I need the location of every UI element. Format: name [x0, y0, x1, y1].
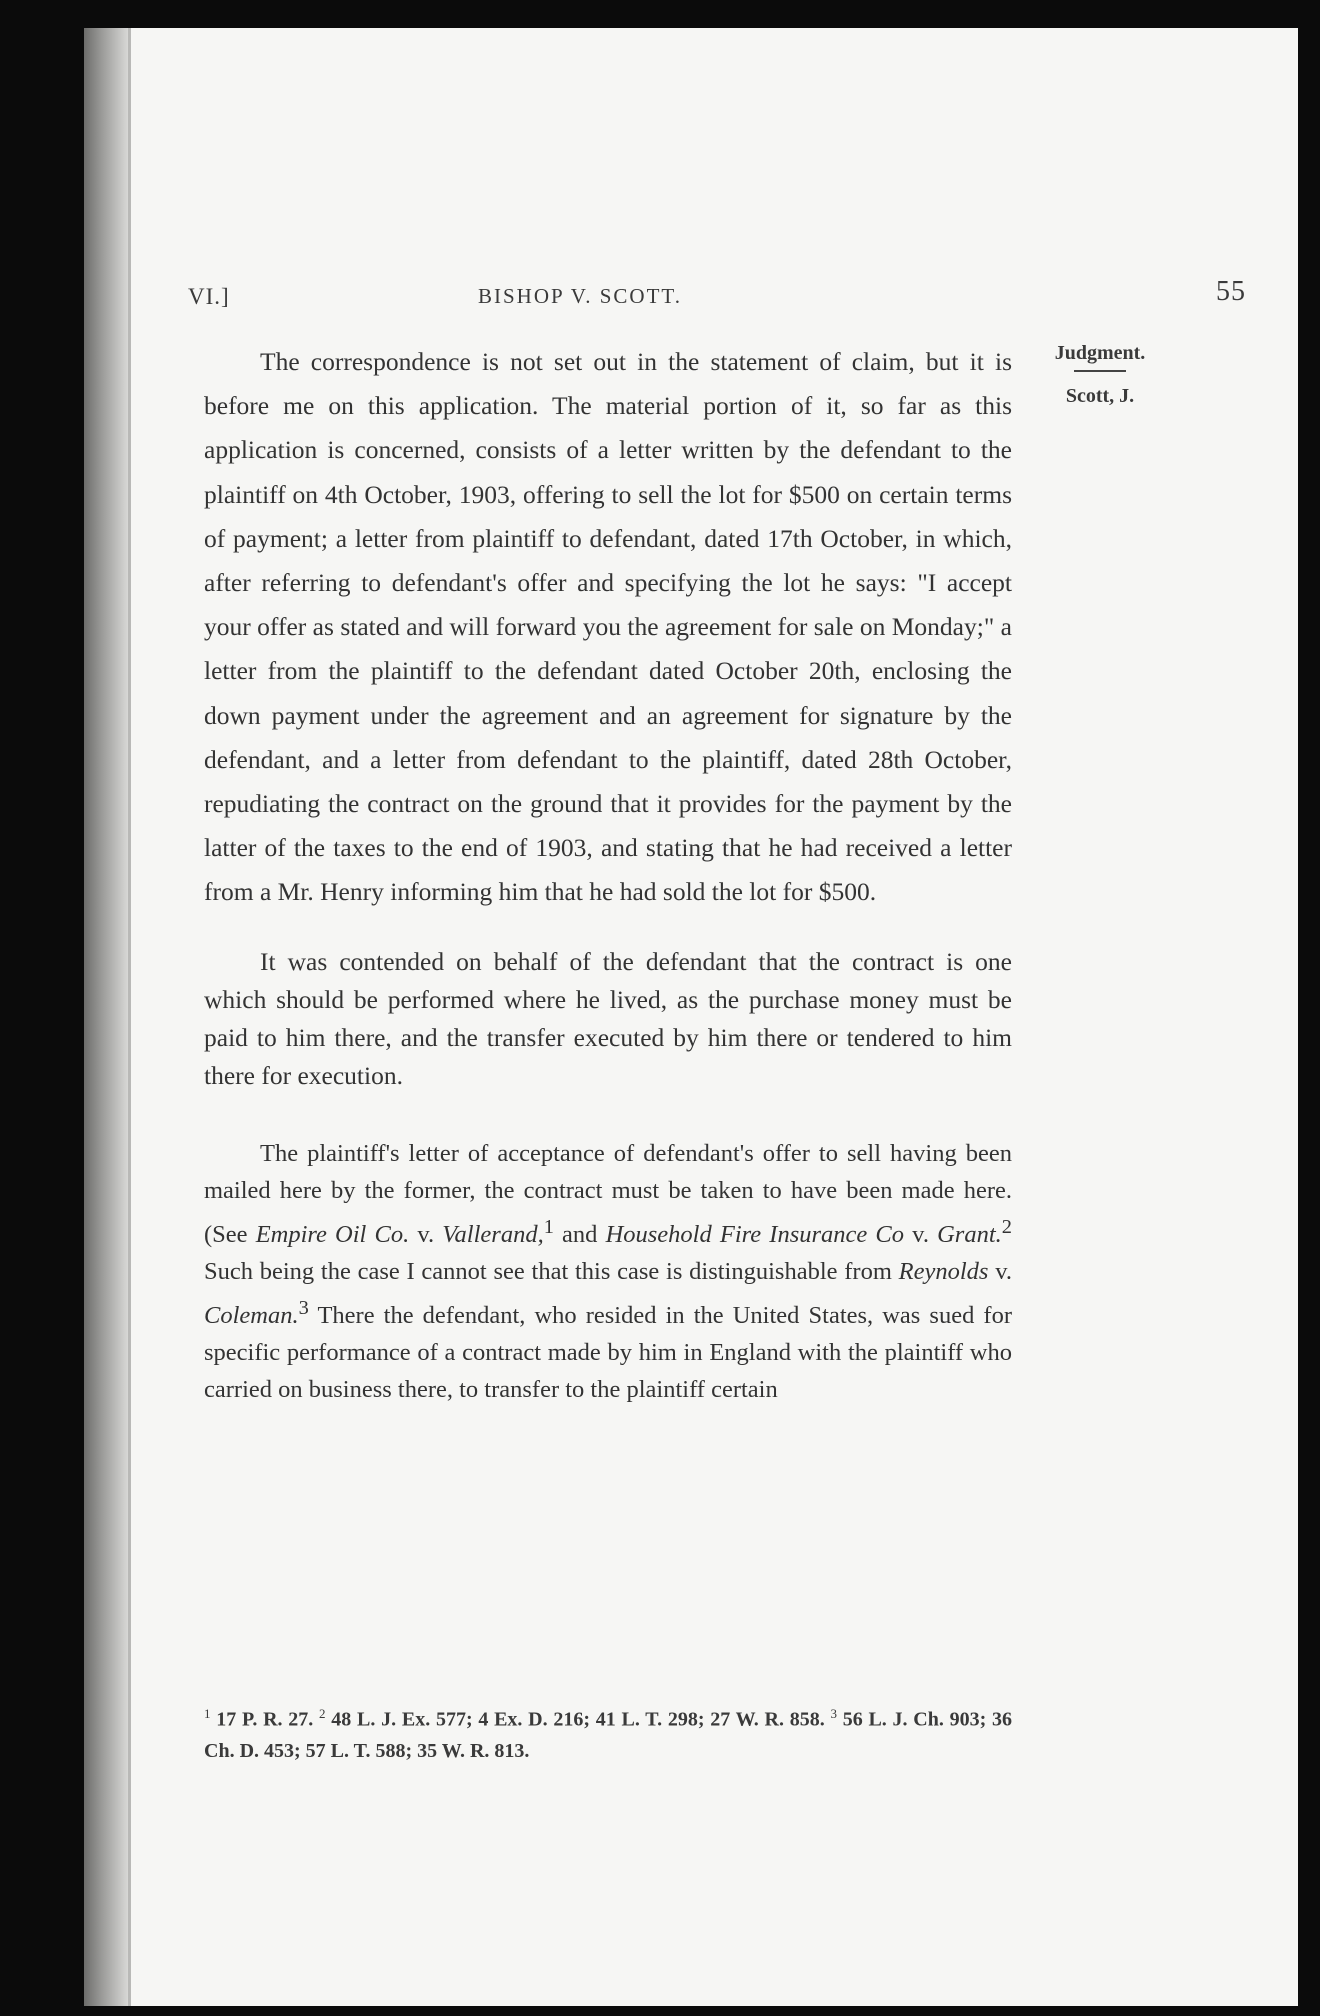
footnotes — [204, 1698, 1012, 1767]
margin-note-judge: Scott, J. — [1065, 385, 1135, 407]
paragraph-correspondence: The correspondence is not set out in the statement of claim, but it is before me on this application. The material portion of it, so far as this application is concerned, consists of a letter written by the defendant to the plaintiff on 4th October, 1903, offering to sell the lot for $500 on certain terms of payment; a letter from plaintiff to defendant, dated 17th October, in which, after referring to defendant's offer and specifying the lot he says: "I accept your offer as stated and will forward you the agreement for sale on Monday;" a letter from the plaintiff to the defendant dated October 20th, enclosing the down payment under the agreement and an agreement for signature by the defendant, and a letter from defendant to the plaintiff, dated 28th October, repudiating the contract on the ground that it provides for the payment by the latter of the taxes to the end of 1903, and stating that he had received a letter from a Mr. Henry informing him that he had sold the lot for $500. — [204, 347, 1012, 907]
footnote-number: 2 — [319, 1706, 326, 1721]
case-name: Empire Oil Co. — [255, 1220, 410, 1248]
footnote-ref: 1 — [543, 1215, 554, 1238]
margin-note-judgment: Judgment. — [1054, 342, 1146, 364]
case-name: Grant. — [937, 1220, 1002, 1248]
footnote-text: 56 L. J. Ch. 903; 36 Ch. D. 453; 57 L. T. 588; 35 W. R. 813. — [204, 1708, 1012, 1762]
running-title: BISHOP V. SCOTT. — [478, 284, 682, 308]
page-number: 55 — [1216, 276, 1246, 307]
margin-note-rule — [1074, 370, 1126, 372]
footnote-text: 48 L. J. Ex. 577; 4 Ex. D. 216; 41 L. T. 298; 27 W. R. 858. — [325, 1708, 831, 1731]
footnote-number: 1 — [204, 1706, 211, 1721]
page-gutter-shadow — [84, 28, 128, 2006]
footnote-number: 3 — [830, 1706, 837, 1721]
body-text — [204, 340, 1012, 1408]
case-name: Household Fire Insurance Co — [605, 1220, 905, 1248]
case-name: Coleman. — [204, 1301, 299, 1329]
footnote-ref: 2 — [1001, 1215, 1012, 1238]
margin-note — [1030, 342, 1170, 408]
footnote-text: 17 P. R. 27. — [210, 1708, 320, 1731]
case-name: Reynolds — [898, 1257, 989, 1285]
gutter-edge — [128, 28, 131, 2006]
book-page — [84, 28, 1298, 2006]
paragraph-contention: It was contended on behalf of the defendant that the contract is one which should be performed where he lived, as the purchase money must be paid to him there, and the transfer executed by him there or tendered to him there for execution. — [204, 946, 1012, 1090]
chapter-marker: VI.] — [188, 284, 230, 309]
paragraph-acceptance: The plaintiff's letter of acceptance of defendant's offer to sell having been mailed here by the former, the contract must be taken to have been made here. (See Empire Oil Co. v. Vallerand,$^1$ and Household Fire Insurance Co v. Grant.$^2$ Such being the case I cannot see that this case is distinguishable from Reynolds v. Coleman.$^3$ There the defendant, who resided in the United States, was sued for specific performance of a contract made by him in England with the plaintiff who carried on business there, to transfer to the plaintiff certain — [204, 1139, 1012, 1403]
footnote-ref: 3 — [298, 1296, 309, 1319]
case-name: Vallerand, — [442, 1220, 544, 1248]
running-header — [188, 276, 1248, 316]
